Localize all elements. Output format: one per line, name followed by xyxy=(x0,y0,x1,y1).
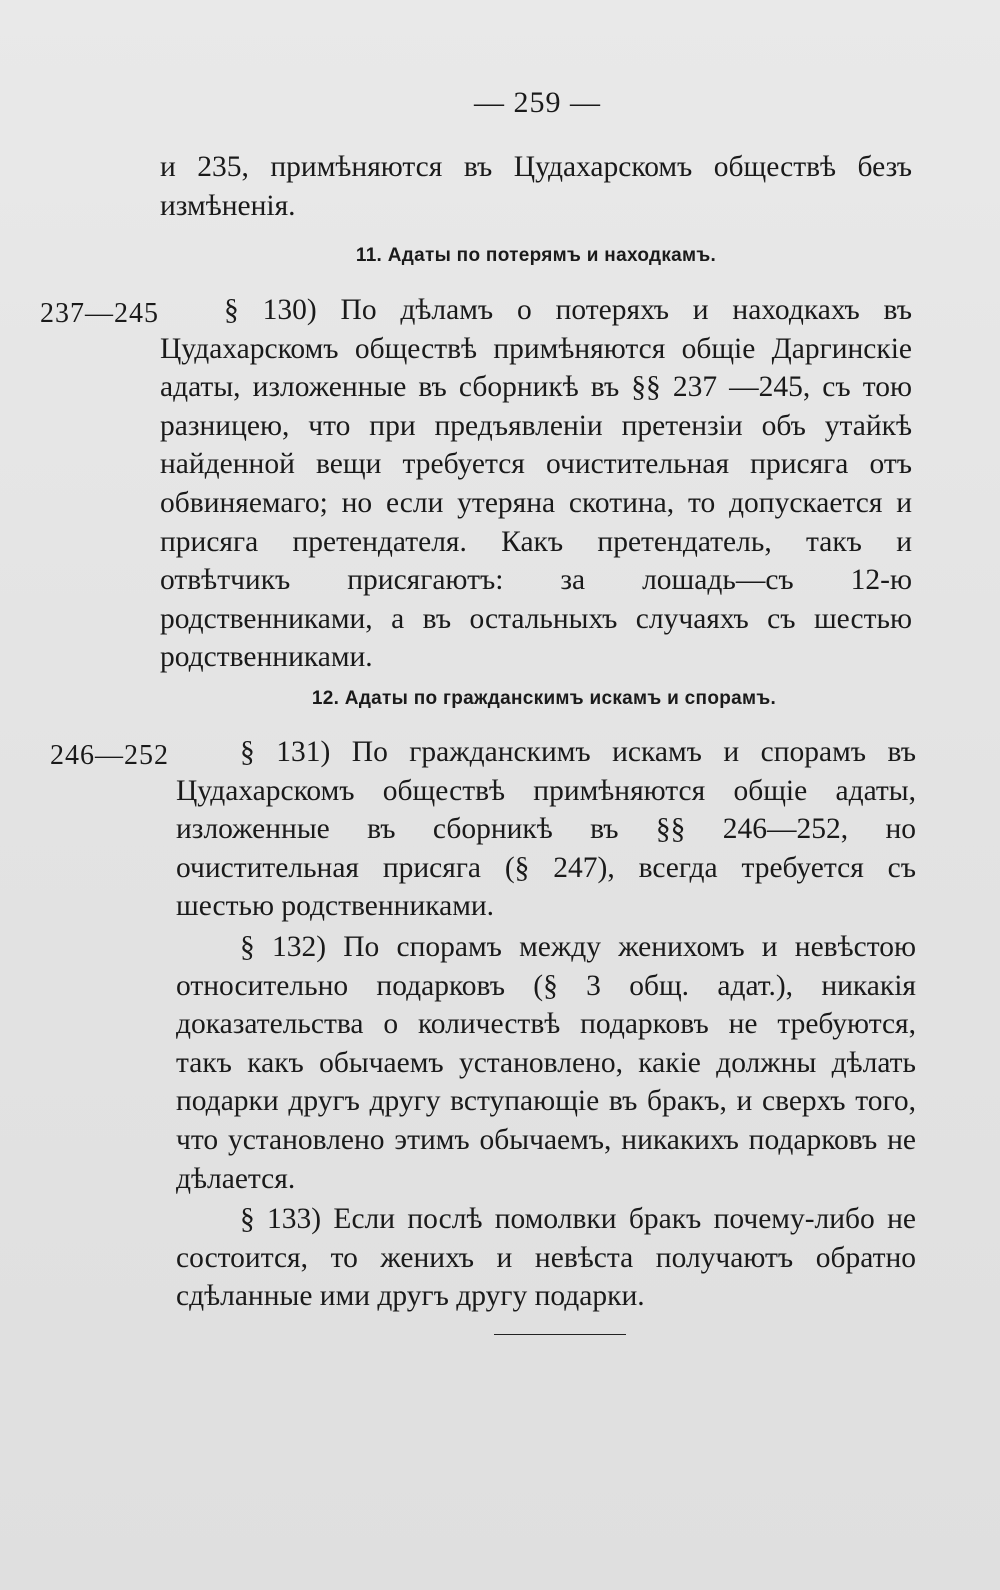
section-133-paragraph: § 133) Если послѣ помолвки бракъ почему-либо не состоится, то женихъ и невѣста получаютъ обратно сдѣланные ими другъ другу подарки. xyxy=(176,1203,916,1313)
closing-rule xyxy=(494,1334,626,1335)
page-number: — 259 — xyxy=(474,86,601,119)
section-131-paragraph: § 131) По гражданскимъ искамъ и спорамъ въ Цудахарскомъ обществѣ примѣняются общіе адаты, изложенные въ сборникѣ въ §§ 246—252, но очистительная присяга (§ 247), всегда требуется съ шестью родственниками. xyxy=(176,736,916,923)
section-130-paragraph: § 130) По дѣламъ о потеряхъ и находкахъ въ Цудахарскомъ обществѣ примѣняются общіе Даргинскіе адаты, изложенные въ сборникѣ въ §§ 237 —245, съ тою разницею, что при предъявленіи претензіи объ утайкѣ найденной вещи требуется очистительная присяга отъ обвиняемаго; но если утеряна скотина, то допускается и присяга претендателя. Какъ претендатель, такъ и отвѣтчикъ присягаютъ: за лошадь—съ 12-ю родственниками, а въ остальныхъ случаяхъ съ шестью родственниками. xyxy=(160,294,912,674)
section-12-body xyxy=(176,733,916,1316)
section-11-heading: 11. Адаты по потерямъ и находкамъ. xyxy=(355,245,717,266)
section-12-margin-reference: 246—252 xyxy=(50,740,169,771)
section-132-paragraph: § 132) По спорамъ между женихомъ и невѣстою относительно подарковъ (§ 3 общ. адат.), никакія доказательства о количествѣ подарковъ не требуются, такъ какъ обычаемъ установлено, какіе должны дѣлать подарки другъ другу вступающіе въ бракъ, и сверхъ того, что установлено этимъ обычаемъ, никакихъ подарковъ не дѣлается. xyxy=(176,930,916,1195)
section-12-heading: 12. Адаты по гражданскимъ искамъ и спорамъ. xyxy=(311,688,777,709)
opening-paragraph: и 235, примѣняются въ Цудахарскомъ обществѣ безъ измѣненія. xyxy=(160,151,912,222)
section-11-margin-reference: 237—245 xyxy=(40,298,159,329)
